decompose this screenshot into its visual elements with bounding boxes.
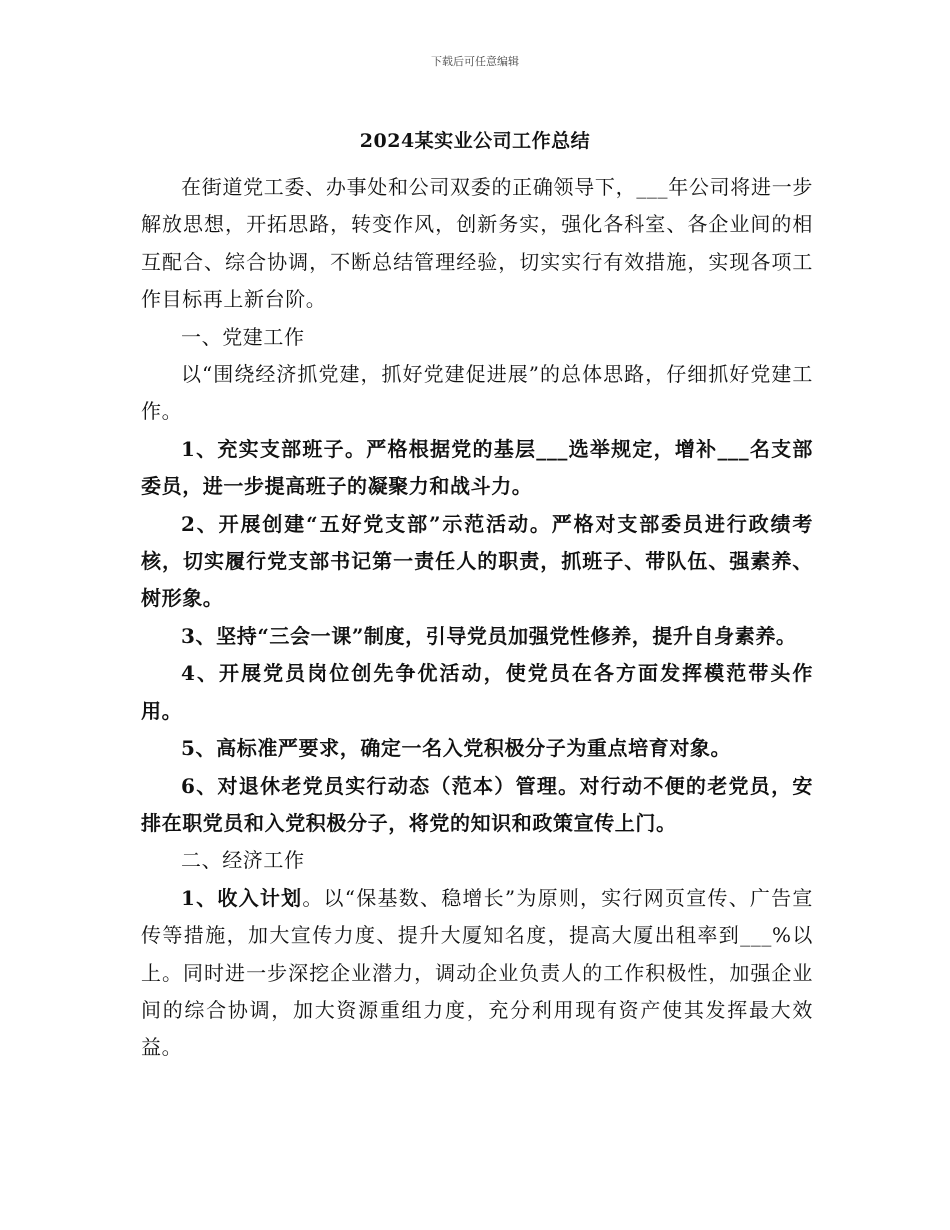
header-note: 下载后可任意编辑 xyxy=(431,55,519,68)
intro-paragraph: 在街道党工委、办事处和公司双委的正确领导下，___年公司将进一步解放思想，开拓思路，转变作风，创新务实，强化各科室、各企业间的相互配合、综合协调，不断总结管理经验，切实实行有效措施，实现各项工作目标再上新台阶。 xyxy=(141,175,813,312)
document-body xyxy=(141,169,813,1067)
party-item-2: 2、开展创建“五好党支部”示范活动。严格对支部委员进行政绩考核，切实履行党支部书记第一责任人的职责，抓班子、带队伍、强素养、树形象。 xyxy=(141,511,813,611)
section-heading-economic: 二、经济工作 xyxy=(181,848,305,873)
economic-item-1 xyxy=(141,880,813,1067)
party-item-6: 6、对退休老党员实行动态（范本）管理。对行动不便的老党员，安排在职党员和入党积极分子，将党的知识和政策宣传上门。 xyxy=(141,773,813,835)
economic-item-1-text: 。以“保基数、稳增长”为原则，实行网页宣传、广告宣传等措施，加大宣传力度、提升大厦知名度，提高大厦出租率到___%以上。同时进一步深挖企业潜力，调动企业负责人的工作积极性，加强企业间的综合协调，加大资源重组力度，充分利用现有资产使其发挥最大效益。 xyxy=(141,885,813,1060)
document-title: 2024某实业公司工作总结 xyxy=(359,130,591,152)
party-item-4: 4、开展党员岗位创先争优活动，使党员在各方面发挥模范带头作用。 xyxy=(141,661,813,723)
party-item-5: 5、高标准严要求，确定一名入党积极分子为重点培育对象。 xyxy=(181,736,732,761)
economic-item-1-label: 1、收入计划 xyxy=(181,885,303,910)
section-heading-party-building: 一、党建工作 xyxy=(181,324,305,349)
party-item-1: 1、充实支部班子。严格根据党的基层___选举规定，增补___名支部委员，进一步提高班子的凝聚力和战斗力。 xyxy=(141,436,813,499)
party-building-intro: 以“围绕经济抓党建，抓好党建促进展”的总体思路，仔细抓好党建工作。 xyxy=(141,362,813,424)
party-item-3: 3、坚持“三会一课”制度，引导党员加强党性修养，提升自身素养。 xyxy=(181,623,797,648)
